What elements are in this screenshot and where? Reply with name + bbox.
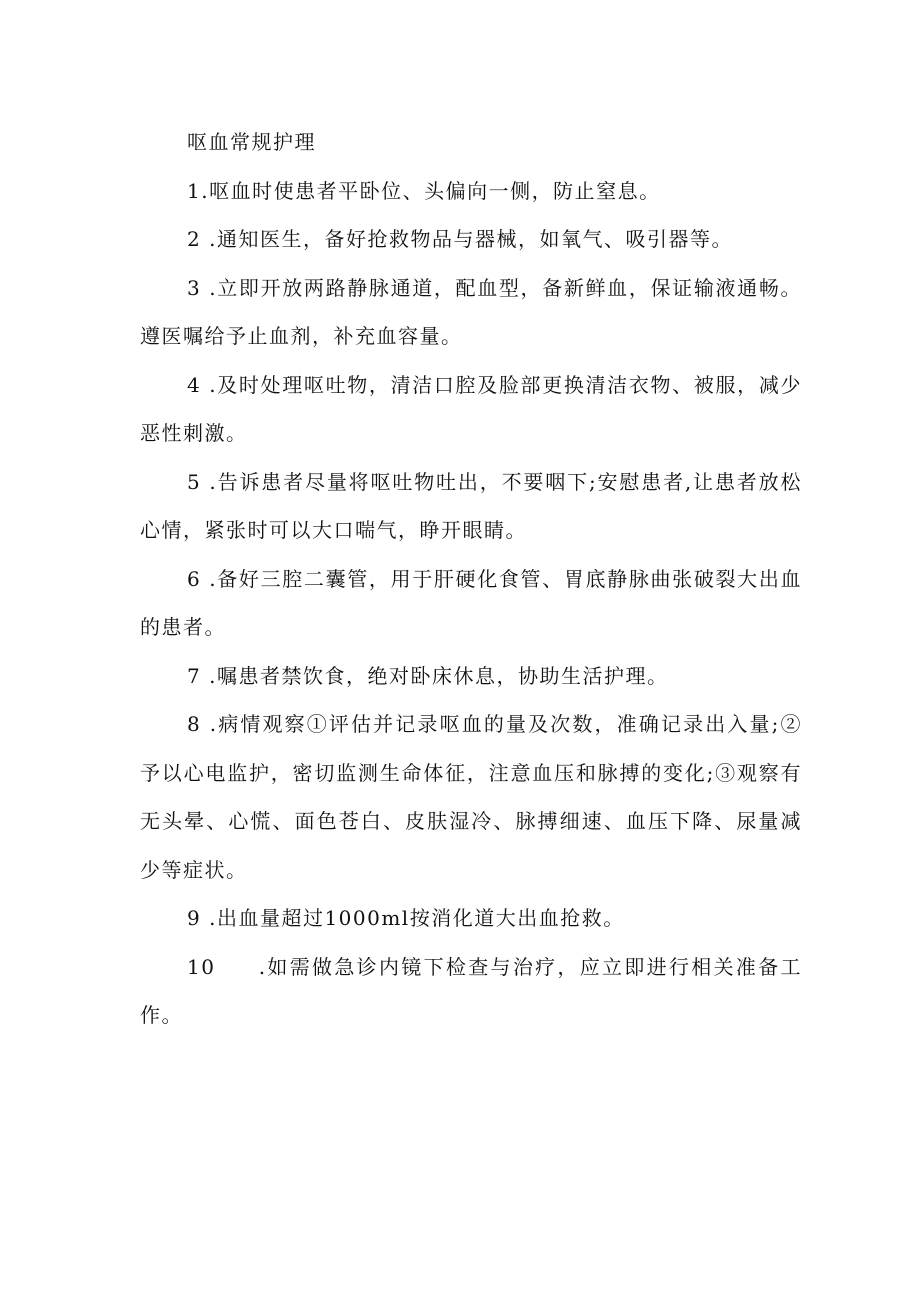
paragraph-3: 3 .立即开放两路静脉通道，配血型，备新鲜血，保证输液通畅。遵医嘱给予止血剂，补充血容量。	[140, 275, 802, 348]
paragraph-7: 7 .嘱患者禁饮食，绝对卧床休息，协助生活护理。	[187, 663, 669, 688]
paragraph-8: 8 .病情观察①评估并记录呕血的量及次数，准确记录出入量;②予以心电监护，密切监测生命体征，注意血压和脉搏的变化;③观察有无头晕、心慌、面色苍白、皮肤湿冷、脉搏细速、血压下降、尿量减少等症状。	[140, 712, 802, 882]
paragraph-1: 1.呕血时使患者平卧位、头偏向一侧，防止窒息。	[187, 178, 661, 203]
paragraph-5: 5 .告诉患者尽量将呕吐物吐出，不要咽下;安慰患者,让患者放松心情，紧张时可以大口喘气，睁开眼睛。	[140, 469, 802, 542]
paragraph-10: 10 .如需做急诊内镜下检查与治疗，应立即进行相关准备工作。	[140, 954, 802, 1027]
paragraph-4: 4 .及时处理呕吐物，清洁口腔及脸部更换清洁衣物、被服，减少恶性刺激。	[140, 372, 802, 445]
document-page	[140, 118, 802, 1040]
paragraph-2: 2 .通知医生，备好抢救物品与器械，如氧气、吸引器等。	[187, 227, 733, 251]
document-title: 呕血常规护理	[187, 130, 316, 154]
paragraph-6: 6 .备好三腔二囊管，用于肝硬化食管、胃底静脉曲张破裂大出血的患者。	[140, 566, 802, 639]
paragraph-9: 9 .出血量超过1000ml按消化道大出血抢救。	[187, 906, 625, 930]
